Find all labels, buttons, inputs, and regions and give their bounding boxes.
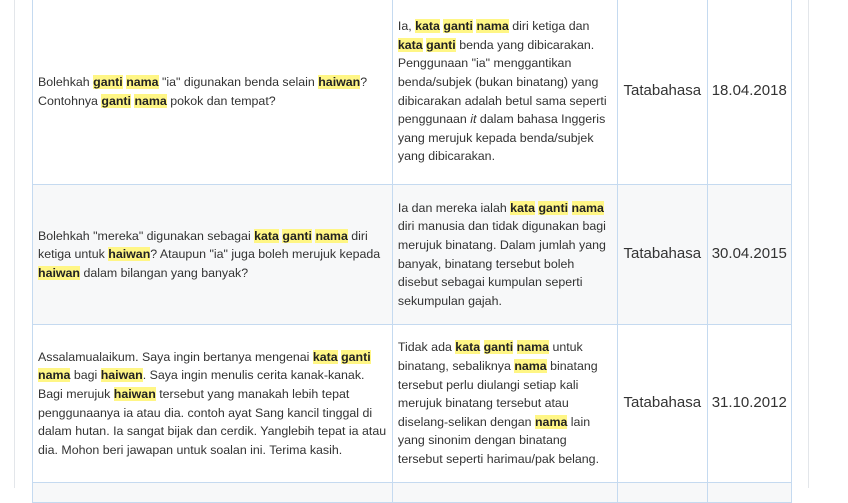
- question-cell: [33, 325, 393, 483]
- answer-cell: [392, 325, 617, 483]
- search-term-highlight: haiwan: [318, 74, 361, 89]
- date-cell: 30.04.2015: [707, 185, 791, 325]
- question-text: Assalamualaikum. Saya ingin bertanya mengenai kata ganti nama bagi haiwan. Saya ingin menulis cerita kanak-kanak. Bagi merujuk haiwan tersebut yang manakah lebih tepat penggunaanya ia atau dia. contoh ayat Sang kancil tinggal di dalam hutan. Ia sangat bijak dan cerdik. Yanglebih tepat ia atau dia. Mohon beri jawapan untuk soalan ini. Terima kasih.: [38, 349, 387, 457]
- search-term-highlight: nama: [134, 93, 167, 108]
- search-term-highlight: kata: [415, 19, 440, 34]
- question-cell: [33, 185, 393, 325]
- search-term-highlight: nama: [38, 368, 71, 383]
- search-term-highlight: ganti: [93, 74, 123, 89]
- search-term-highlight: ganti: [341, 349, 371, 364]
- search-term-highlight: haiwan: [108, 247, 151, 262]
- search-term-highlight: nama: [516, 340, 549, 355]
- category-cell: [618, 483, 707, 503]
- category-cell: Tatabahasa: [618, 185, 707, 325]
- date-cell: [707, 483, 791, 503]
- answer-cell: [392, 0, 617, 185]
- search-term-highlight: haiwan: [100, 368, 143, 383]
- search-term-highlight: nama: [315, 228, 348, 243]
- answer-text: Ia dan mereka ialah kata ganti nama diri manusia dan tidak digunakan bagi merujuk binatang. Dalam jumlah yang banyak, binatang tersebut boleh disebut sebagai kumpulan seperti sekumpulan gajah.: [397, 200, 606, 308]
- search-results-table: [32, 0, 792, 503]
- search-term-highlight: ganti: [483, 340, 514, 355]
- search-term-highlight: kata: [397, 37, 423, 52]
- search-term-highlight: ganti: [101, 93, 131, 108]
- question-cell: [33, 483, 393, 503]
- question-text: Bolehkah "mereka" digunakan sebagai kata ganti nama diri ketiga untuk haiwan? Ataupun "ia" juga boleh merujuk kepada haiwan dalam bilangan yang banyak?: [38, 228, 381, 280]
- question-text: Bolehkah ganti nama "ia" digunakan benda selain haiwan? Contohnya ganti nama pokok dan tempat?: [38, 74, 368, 108]
- search-term-highlight: ganti: [282, 228, 313, 243]
- italic-term: it: [470, 112, 477, 127]
- search-term-highlight: haiwan: [113, 386, 156, 401]
- search-term-highlight: nama: [126, 74, 159, 89]
- search-term-highlight: ganti: [426, 37, 456, 52]
- table-row: [33, 185, 792, 325]
- date-cell: 18.04.2018: [707, 0, 791, 185]
- search-term-highlight: kata: [510, 200, 535, 215]
- answer-cell: [392, 185, 617, 325]
- search-term-highlight: nama: [571, 200, 604, 215]
- search-term-highlight: haiwan: [38, 265, 80, 280]
- answer-text: Ia, kata ganti nama diri ketiga dan kata ganti benda yang dibicarakan. Penggunaan "ia" menggantikan benda/subjek (bukan binatang) yang dibicarakan adalah betul sama seperti penggunaan it dalam bahasa Inggeris yang merujuk kepada benda/subjek yang dibicarakan.: [397, 19, 607, 164]
- search-term-highlight: kata: [455, 340, 481, 355]
- table-row: [33, 325, 792, 483]
- question-cell: [33, 0, 393, 185]
- date-cell: 31.10.2012: [707, 325, 791, 483]
- table-row: [33, 0, 792, 185]
- content-frame-left-border: [14, 0, 15, 488]
- search-term-highlight: nama: [476, 19, 509, 34]
- search-term-highlight: nama: [534, 414, 568, 429]
- answer-cell: [392, 483, 617, 503]
- category-cell: Tatabahasa: [618, 325, 707, 483]
- table-row-partial: [33, 483, 792, 503]
- category-cell: Tatabahasa: [618, 0, 707, 185]
- search-term-highlight: ganti: [443, 19, 473, 34]
- search-term-highlight: ganti: [538, 200, 569, 215]
- search-term-highlight: kata: [312, 349, 338, 364]
- search-term-highlight: nama: [514, 359, 547, 374]
- content-frame-right-border: [808, 0, 809, 488]
- answer-text: Tidak ada kata ganti nama untuk binatang, sebaliknya nama binatang tersebut perlu diulangi setiap kali merujuk binatang tersebut atau diselang-selikan dengan nama lain yang sinonim dengan binatang tersebut seperti harimau/pak belang.: [397, 340, 600, 466]
- search-term-highlight: kata: [254, 228, 279, 243]
